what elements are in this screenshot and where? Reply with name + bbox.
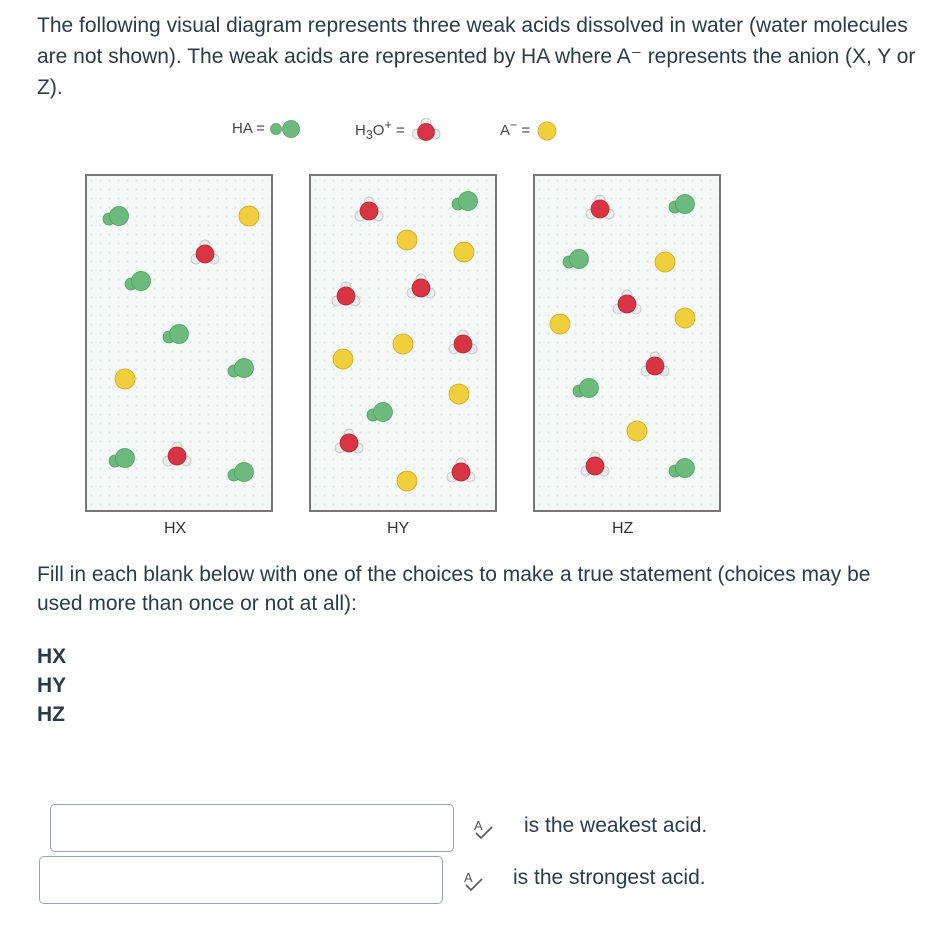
molecule-field bbox=[311, 176, 495, 510]
choices-list bbox=[37, 642, 66, 729]
hydronium-molecule bbox=[641, 352, 669, 376]
hydronium-molecule bbox=[355, 197, 383, 221]
ha-molecule bbox=[103, 207, 129, 226]
molecule-field bbox=[87, 176, 271, 510]
anion-molecule bbox=[115, 369, 135, 389]
hydronium-molecule bbox=[335, 429, 363, 453]
molecule-field bbox=[535, 176, 719, 510]
hydronium-molecule bbox=[586, 195, 614, 219]
box-hz bbox=[533, 174, 721, 512]
anion-molecule bbox=[239, 206, 259, 226]
legend-ha-label: HA = bbox=[232, 119, 265, 137]
ha-molecule bbox=[228, 463, 254, 482]
hydronium-molecule bbox=[191, 240, 219, 264]
ha-molecule bbox=[228, 359, 254, 378]
hydronium-molecule bbox=[163, 442, 191, 466]
box-label-hy: HY bbox=[387, 520, 410, 537]
ha-molecule bbox=[573, 379, 599, 398]
ha-molecule-icon bbox=[269, 118, 303, 140]
anion-molecule bbox=[627, 421, 647, 441]
hydronium-molecule bbox=[581, 452, 609, 476]
spellcheck-icon[interactable] bbox=[472, 818, 494, 840]
hydronium-molecule bbox=[449, 330, 477, 354]
ha-molecule bbox=[452, 192, 478, 211]
choice-hy: HY bbox=[37, 674, 67, 697]
anion-molecule-icon bbox=[534, 120, 560, 142]
strongest-acid-statement: is the strongest acid. bbox=[513, 866, 706, 889]
anion-molecule bbox=[397, 230, 417, 250]
ha-molecule bbox=[109, 449, 135, 468]
spellcheck-icon[interactable] bbox=[462, 870, 484, 892]
ha-molecule bbox=[563, 250, 589, 269]
anion-molecule bbox=[550, 314, 570, 334]
strongest-acid-input[interactable] bbox=[39, 856, 443, 904]
hydronium-molecule-icon bbox=[409, 118, 443, 144]
anion-molecule bbox=[393, 334, 413, 354]
ha-molecule bbox=[669, 459, 695, 478]
anion-molecule bbox=[655, 252, 675, 272]
legend-h3o: $H_3O^+$ = bbox=[355, 118, 443, 144]
anion-molecule bbox=[454, 242, 474, 262]
svg-text:A: A bbox=[474, 818, 483, 833]
anion-molecule bbox=[449, 384, 469, 404]
box-label-hz: HZ bbox=[612, 520, 634, 537]
ha-molecule bbox=[669, 195, 695, 214]
choice-hz: HZ bbox=[37, 703, 65, 726]
svg-text:A: A bbox=[464, 870, 473, 885]
weakest-acid-input[interactable] bbox=[50, 804, 454, 852]
ha-molecule bbox=[367, 403, 393, 422]
hydronium-molecule bbox=[407, 274, 435, 298]
legend-anion: A− = bbox=[500, 118, 560, 142]
box-hx bbox=[85, 174, 273, 512]
anion-molecule bbox=[675, 308, 695, 328]
anion-molecule bbox=[397, 471, 417, 491]
choice-hx: HX bbox=[37, 645, 67, 668]
weakest-acid-statement: is the weakest acid. bbox=[524, 814, 708, 837]
box-label-hx: HX bbox=[164, 520, 187, 537]
hydronium-molecule bbox=[447, 458, 475, 482]
instruction-text: Fill in each blank below with one of the choices to make a true statement (choices may be used more than once or not at all): bbox=[37, 563, 871, 615]
anion-molecule bbox=[333, 349, 353, 369]
legend-ha bbox=[232, 118, 303, 140]
hydronium-molecule bbox=[332, 282, 360, 306]
hydronium-molecule bbox=[613, 290, 641, 314]
box-hy bbox=[309, 174, 497, 512]
ha-molecule bbox=[125, 272, 151, 291]
intro-text: The following visual diagram represents three weak acids dissolved in water (water molecules are not shown). The weak acids are represented by HA where A⁻ represents the anion (X, Y or Z). bbox=[37, 14, 916, 99]
ha-molecule bbox=[163, 325, 189, 344]
